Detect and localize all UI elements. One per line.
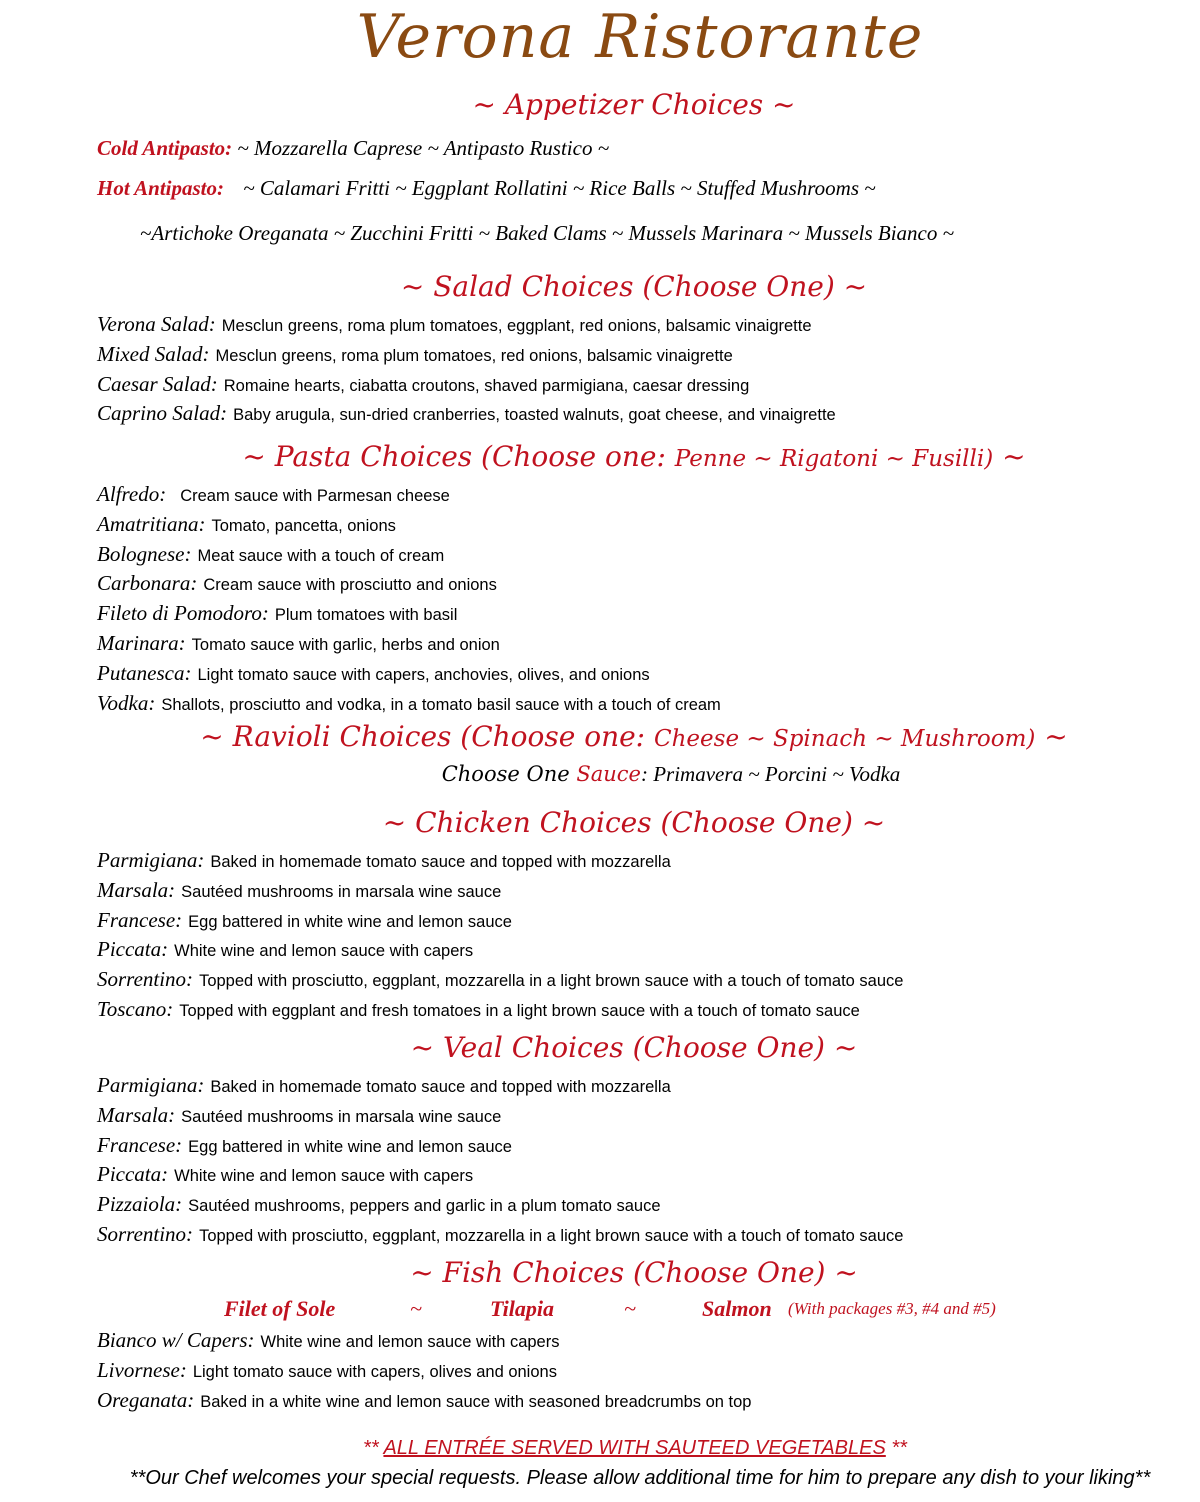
fish-type-salmon: Salmon (702, 1296, 772, 1321)
dish-description: Baked in homemade tomato sauce and topped with mozzarella (210, 1078, 671, 1096)
dish-description: Romaine hearts, ciabatta croutons, shaved parmigiana, caesar dressing (223, 376, 750, 395)
ravioli-heading-main: ~ Ravioli Choices (Choose one: (200, 720, 646, 753)
dish-description: Sautéed mushrooms in marsala wine sauce (181, 882, 502, 901)
dish-name: Verona Salad: (97, 312, 216, 336)
list-item (97, 1131, 903, 1161)
list-item (97, 569, 721, 599)
hot-antipasto-line (97, 176, 876, 201)
fish-type-tilapia: Tilapia (490, 1296, 554, 1321)
dish-description: Sautéed mushrooms in marsala wine sauce (181, 1107, 502, 1126)
dish-name: Alfredo: (97, 482, 167, 506)
cold-antipasto-label: Cold Antipasto: (97, 136, 233, 160)
sauce-prefix: Choose One (441, 762, 570, 786)
list-item (97, 510, 721, 540)
list-item (97, 480, 721, 510)
dish-description: Topped with prosciutto, eggplant, mozzarella in a light brown sauce with a touch of tomato sauce (199, 1226, 904, 1245)
salad-heading: ~ Salad Choices (Choose One) ~ (400, 270, 868, 303)
fish-types-row (0, 1296, 1200, 1326)
cold-antipasto-items: ~ Mozzarella Caprese ~ Antipasto Rustico ~ (237, 136, 610, 160)
list-item (97, 599, 721, 629)
ravioli-heading (0, 720, 1200, 753)
dish-name: Piccata: (97, 937, 169, 962)
list-item (97, 629, 721, 659)
fish-heading: ~ Fish Choices (Choose One) ~ (410, 1256, 858, 1289)
appetizer-heading: ~ Appetizer Choices ~ (472, 88, 796, 121)
chicken-list (97, 846, 903, 1025)
restaurant-title: Verona Ristorante (356, 2, 924, 72)
dish-name: Putanesca: (97, 660, 192, 685)
pasta-heading-main: ~ Pasta Choices (Choose one: (242, 440, 666, 473)
dish-name: Marsala: (97, 1102, 176, 1127)
list-item (97, 965, 903, 995)
dish-name: Piccata: (97, 1162, 169, 1187)
served-with-text: ALL ENTRÉE SERVED WITH SAUTEED VEGETABLES (383, 1437, 886, 1459)
list-item (97, 935, 903, 965)
list-item (97, 370, 836, 400)
dish-description: Sautéed mushrooms, peppers and garlic in a plum tomato sauce (188, 1197, 661, 1216)
list-item (97, 1356, 751, 1386)
list-item (97, 846, 903, 876)
dish-name: Livornese: (97, 1357, 187, 1382)
dish-description: Baked in homemade tomato sauce and topped with mozzarella (210, 853, 671, 871)
salad-list (97, 310, 836, 429)
dish-description: Cream sauce with prosciutto and onions (203, 576, 497, 595)
pasta-heading (0, 440, 1200, 473)
list-item (97, 689, 721, 719)
dish-name: Vodka: (97, 690, 156, 715)
ravioli-heading-end: ~ (1044, 720, 1068, 753)
dish-name: Marinara: (97, 630, 186, 655)
list-item (97, 1101, 903, 1131)
list-item (97, 1386, 751, 1416)
dish-name: Francese: (97, 907, 183, 932)
pasta-list (97, 480, 721, 718)
dish-description: Meat sauce with a touch of cream (197, 546, 445, 565)
dish-name: Amatritiana: (97, 511, 206, 536)
veal-heading: ~ Veal Choices (Choose One) ~ (410, 1031, 858, 1064)
list-item (97, 876, 903, 906)
list-item (97, 310, 836, 340)
dish-description: Shallots, prosciutto and vodka, in a tomato basil sauce with a touch of cream (161, 695, 721, 714)
stars-right: ** (891, 1437, 907, 1459)
served-with-note (0, 1437, 1200, 1460)
list-item (97, 659, 721, 689)
dish-name: Sorrentino: (97, 967, 194, 992)
dish-name: Oreganata: (97, 1387, 195, 1412)
pasta-heading-end: ~ (1002, 440, 1026, 473)
dish-name: Fileto di Pomodoro: (97, 601, 269, 626)
dish-description: Cream sauce with Parmesan cheese (180, 487, 450, 505)
dish-name: Bolognese: (97, 541, 192, 566)
dish-description: Baked in a white wine and lemon sauce with seasoned breadcrumbs on top (200, 1392, 752, 1411)
dish-description: Baby arugula, sun-dried cranberries, toasted walnuts, goat cheese, and vinaigrette (233, 406, 836, 425)
fish-separator: ~ (410, 1296, 422, 1321)
cold-antipasto-line (97, 136, 609, 161)
hot-antipasto-items-1: ~ Calamari Fritti ~ Eggplant Rollatini ~ Rice Balls ~ Stuffed Mushrooms ~ (243, 176, 876, 200)
list-item (97, 906, 903, 936)
sauce-options: : Primavera ~ Porcini ~ Vodka (640, 762, 901, 786)
dish-description: Egg battered in white wine and lemon sauce (188, 912, 512, 931)
hot-antipasto-label: Hot Antipasto: (97, 176, 224, 200)
dish-description: Topped with eggplant and fresh tomatoes in a light brown sauce with a touch of tomato sauce (179, 1001, 860, 1020)
dish-name: Marsala: (97, 877, 176, 902)
list-item (97, 1190, 903, 1220)
dish-description: Mesclun greens, roma plum tomatoes, eggplant, red onions, balsamic vinaigrette (221, 317, 812, 335)
dish-description: Tomato, pancetta, onions (211, 516, 396, 535)
dish-description: Egg battered in white wine and lemon sauce (188, 1137, 512, 1156)
dish-description: Plum tomatoes with basil (274, 606, 458, 625)
list-item (97, 340, 836, 370)
hot-antipasto-items-2: ~Artichoke Oreganata ~ Zucchini Fritti ~ Baked Clams ~ Mussels Marinara ~ Mussels Bianco ~ (140, 221, 954, 245)
dish-name: Mixed Salad: (97, 341, 210, 366)
dish-name: Toscano: (97, 996, 174, 1021)
list-item (97, 1160, 903, 1190)
dish-description: Tomato sauce with garlic, herbs and onion (191, 635, 500, 654)
dish-name: Parmigiana: (97, 1073, 205, 1097)
dish-description: Topped with prosciutto, eggplant, mozzarella in a light brown sauce with a touch of tomato sauce (199, 972, 904, 991)
fish-list (97, 1326, 751, 1415)
dish-name: Caprino Salad: (97, 401, 228, 426)
dish-name: Bianco w/ Capers: (97, 1328, 255, 1352)
ravioli-sauce-line (0, 762, 1200, 787)
list-item (97, 1326, 751, 1356)
pasta-heading-options: Penne ~ Rigatoni ~ Fusilli) (674, 446, 994, 472)
dish-name: Sorrentino: (97, 1221, 194, 1246)
dish-name: Carbonara: (97, 571, 198, 596)
dish-name: Caesar Salad: (97, 371, 218, 396)
dish-description: White wine and lemon sauce with capers (174, 942, 474, 961)
salmon-note: (With packages #3, #4 and #5) (788, 1299, 996, 1318)
fish-separator: ~ (624, 1296, 636, 1321)
dish-description: White wine and lemon sauce with capers (260, 1333, 560, 1351)
dish-name: Francese: (97, 1132, 183, 1157)
dish-name: Pizzaiola: (97, 1192, 183, 1217)
stars-left: ** (363, 1437, 379, 1459)
list-item (97, 1220, 903, 1250)
dish-description: Mesclun greens, roma plum tomatoes, red onions, balsamic vinaigrette (215, 346, 733, 365)
dish-description: White wine and lemon sauce with capers (174, 1167, 474, 1186)
fish-type-sole: Filet of Sole (224, 1296, 336, 1321)
chef-note: **Our Chef welcomes your special requests. Please allow additional time for him to prepare any dish to your liking** (129, 1467, 1151, 1489)
list-item (97, 540, 721, 570)
list-item (97, 399, 836, 429)
chicken-heading: ~ Chicken Choices (Choose One) ~ (382, 806, 886, 839)
dish-description: Light tomato sauce with capers, olives and onions (192, 1362, 557, 1381)
dish-name: Parmigiana: (97, 848, 205, 872)
list-item (97, 1071, 903, 1101)
list-item (97, 995, 903, 1025)
sauce-word: Sauce (576, 762, 641, 786)
dish-description: Light tomato sauce with capers, anchovies, olives, and onions (197, 665, 650, 684)
veal-list (97, 1071, 903, 1250)
ravioli-heading-options: Cheese ~ Spinach ~ Mushroom) (654, 726, 1036, 752)
